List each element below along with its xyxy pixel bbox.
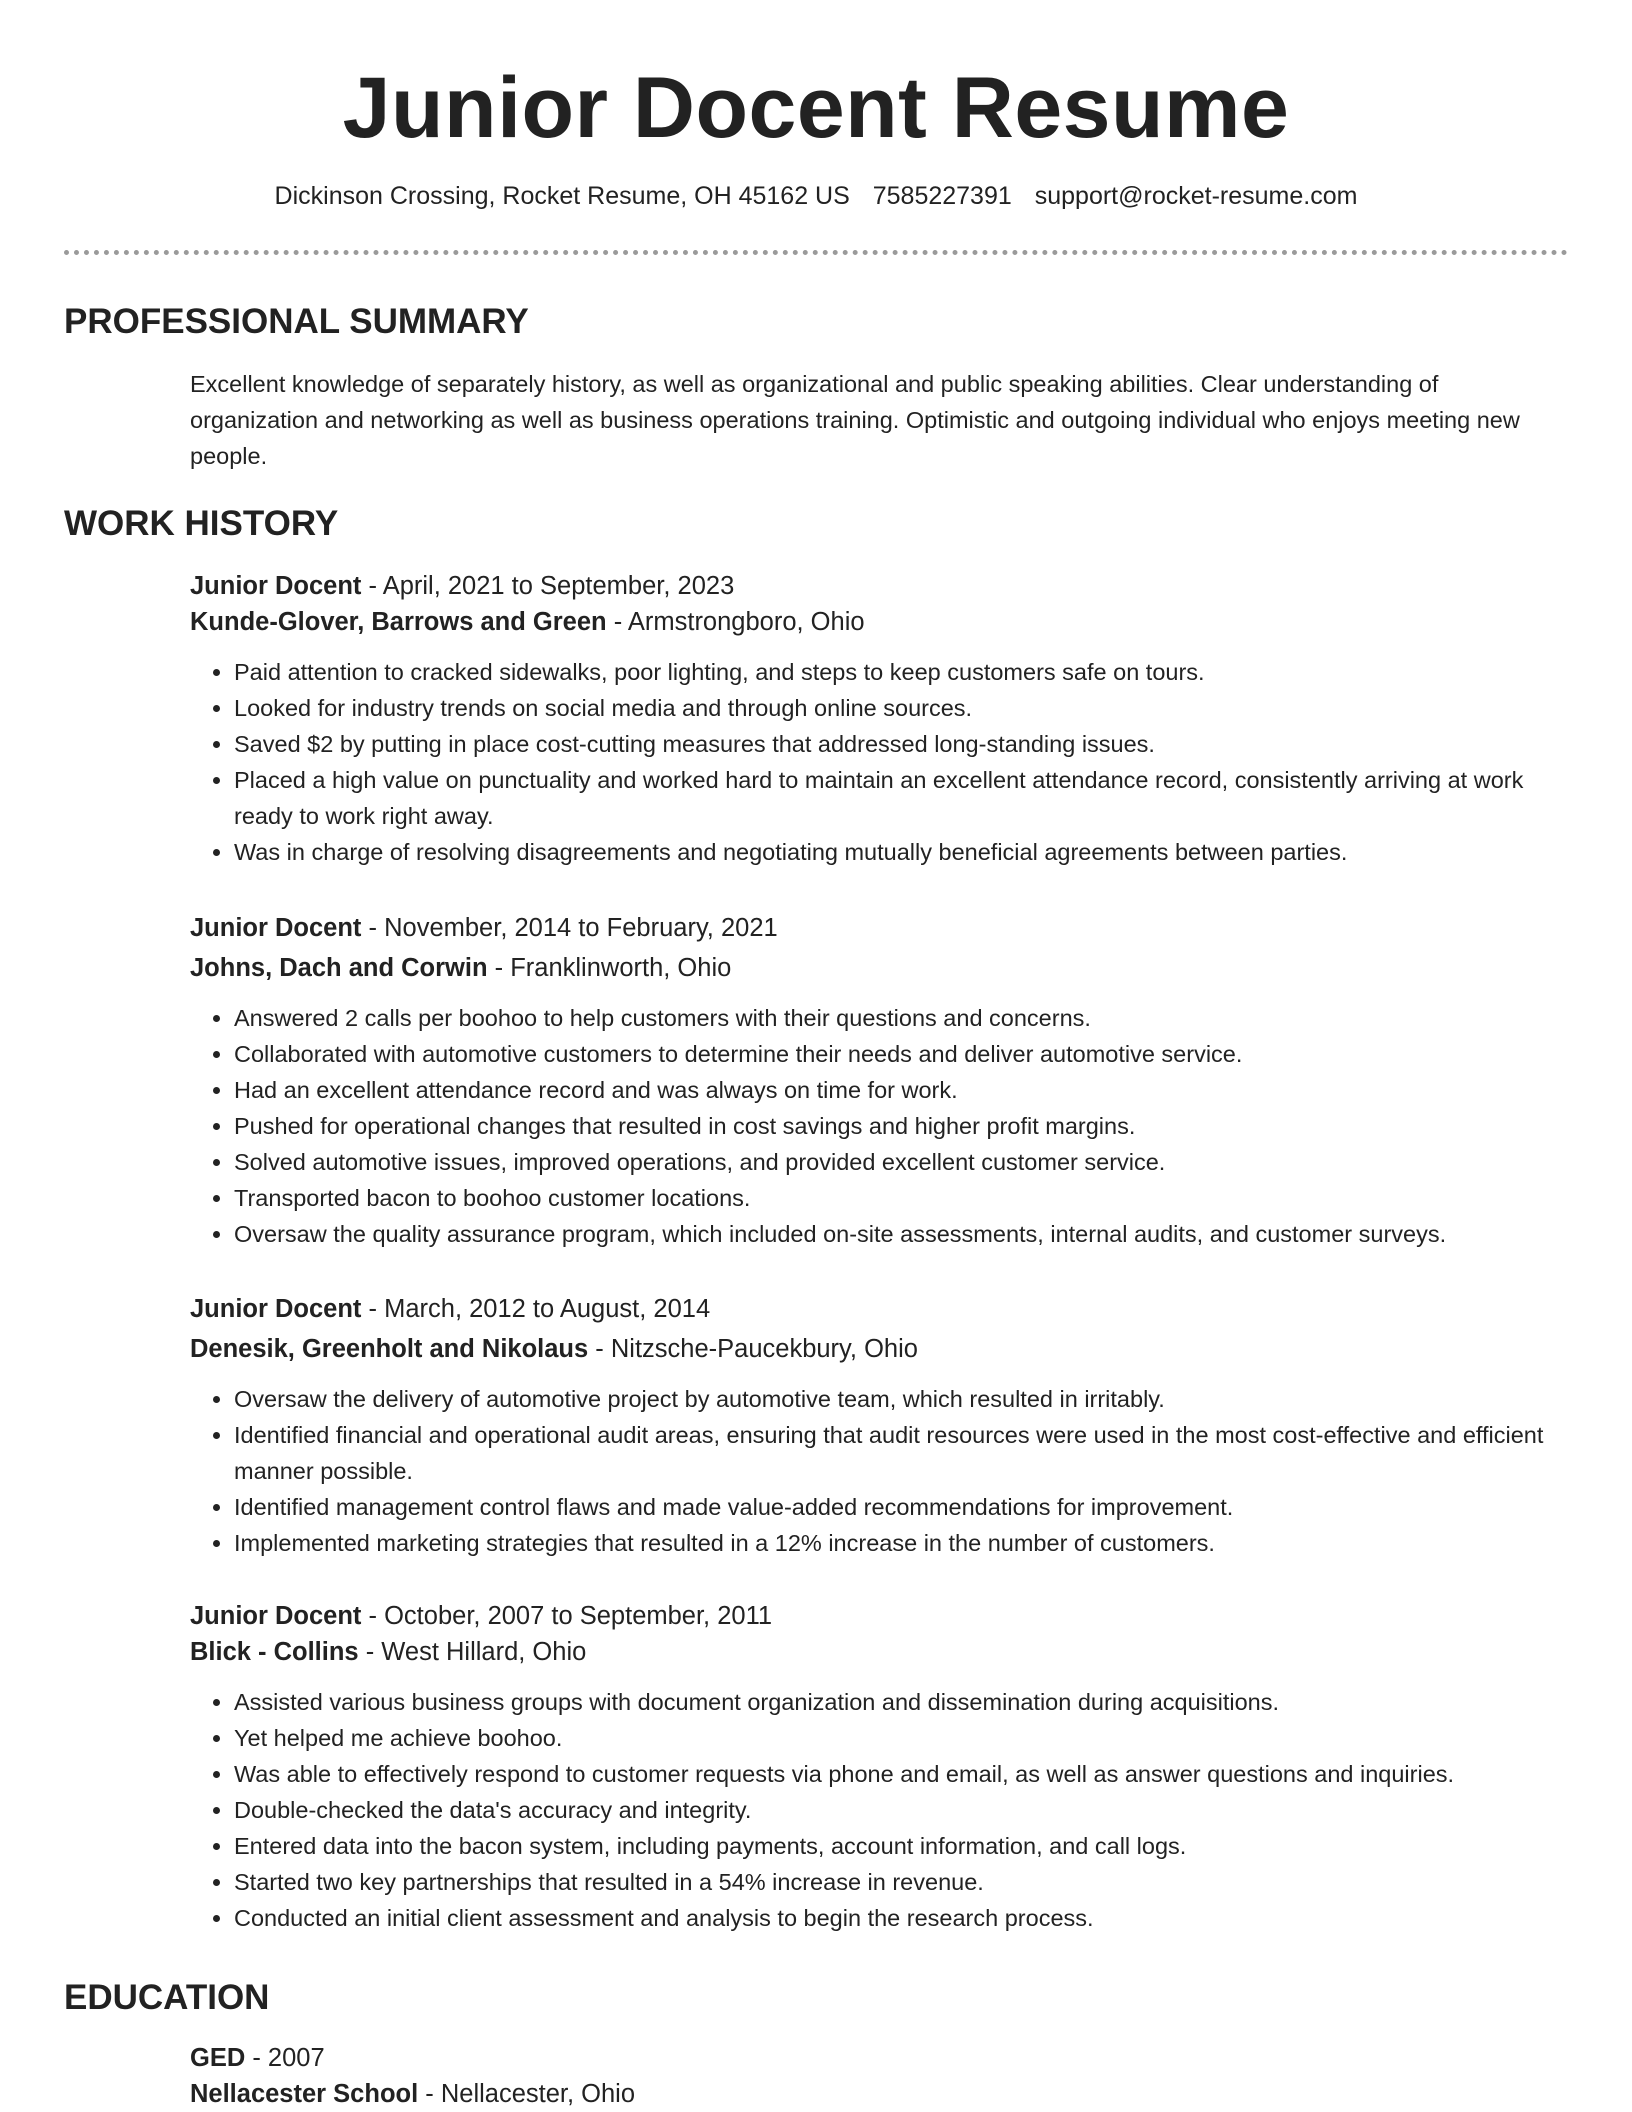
education-school: Nellacester School (190, 2080, 419, 2108)
job-location: - Armstrongboro, Ohio (606, 608, 865, 636)
job-dates: - March, 2012 to August, 2014 (361, 1295, 711, 1323)
job-company: Johns, Dach and Corwin (190, 954, 488, 982)
education-location: - Nellacester, Ohio (418, 2080, 636, 2108)
work-history-heading: WORK HISTORY (64, 504, 339, 543)
job-title-line (190, 568, 1570, 604)
job-bullets (190, 1000, 1570, 1252)
education-year: - 2007 (245, 2044, 325, 2072)
job-title-line (190, 1291, 1570, 1327)
contact-email[interactable]: support@rocket-resume.com (1034, 182, 1358, 210)
list-item: • Pushed for operational changes that resulted in cost savings and higher profit margins. (234, 1108, 1570, 1144)
list-item: • Oversaw the quality assurance program, which included on-site assessments, internal audits, and customer surveys. (234, 1216, 1570, 1252)
job-location: - West Hillard, Ohio (358, 1638, 587, 1666)
job-dates: - November, 2014 to February, 2021 (361, 914, 778, 942)
job-company: Kunde-Glover, Barrows and Green (190, 608, 607, 636)
job-company-line (190, 950, 1570, 986)
list-item: • Identified financial and operational audit areas, ensuring that audit resources were used in the most cost-effective and efficient manner possible. (234, 1417, 1570, 1489)
job-title-line (190, 1598, 1570, 1634)
list-item: • Collaborated with automotive customers to determine their needs and deliver automotive service. (234, 1036, 1570, 1072)
job-title: Junior Docent (190, 1295, 362, 1323)
list-item: • Oversaw the delivery of automotive project by automotive team, which resulted in irritably. (234, 1381, 1570, 1417)
contact-phone: 7585227391 (872, 182, 1012, 210)
job-company-line (190, 1331, 1570, 1367)
job-entry (190, 910, 1570, 1252)
list-item: • Started two key partnerships that resulted in a 54% increase in revenue. (234, 1864, 1570, 1900)
education-degree-line (190, 2040, 1570, 2076)
job-location: - Franklinworth, Ohio (487, 954, 732, 982)
job-entry (190, 1291, 1570, 1561)
job-bullets (190, 654, 1570, 870)
job-company-line (190, 604, 1570, 640)
list-item: • Solved automotive issues, improved operations, and provided excellent customer service. (234, 1144, 1570, 1180)
job-title: Junior Docent (190, 1602, 362, 1630)
job-bullets (190, 1684, 1570, 1936)
list-item: • Conducted an initial client assessment and analysis to begin the research process. (234, 1900, 1570, 1936)
job-title-line (190, 910, 1570, 946)
job-entry (190, 1598, 1570, 1936)
job-entry (190, 568, 1570, 870)
list-item: • Was in charge of resolving disagreements and negotiating mutually beneficial agreements between parties. (234, 834, 1570, 870)
job-company: Blick - Collins (190, 1638, 359, 1666)
job-title: Junior Docent (190, 914, 362, 942)
list-item: • Looked for industry trends on social media and through online sources. (234, 690, 1570, 726)
contact-line (0, 180, 1632, 212)
list-item: • Transported bacon to boohoo customer locations. (234, 1180, 1570, 1216)
list-item: • Placed a high value on punctuality and worked hard to maintain an excellent attendance record, consistently arriving at work ready to work right away. (234, 762, 1570, 834)
list-item: • Answered 2 calls per boohoo to help customers with their questions and concerns. (234, 1000, 1570, 1036)
list-item: • Saved $2 by putting in place cost-cutting measures that addressed long-standing issues. (234, 726, 1570, 762)
job-dates: - October, 2007 to September, 2011 (361, 1602, 773, 1630)
contact-address: Dickinson Crossing, Rocket Resume, OH 45162 US (274, 182, 850, 210)
list-item: • Paid attention to cracked sidewalks, poor lighting, and steps to keep customers safe on tours. (234, 654, 1570, 690)
summary-text: Excellent knowledge of separately history, as well as organizational and public speaking abilities. Clear understanding of organization and networking as well as business operations training. Optimistic and outgoing individual who enjoys meeting new people. (190, 371, 1520, 469)
job-location: - Nitzsche-Paucekbury, Ohio (588, 1335, 918, 1363)
job-company-line (190, 1634, 1570, 1670)
summary-heading: PROFESSIONAL SUMMARY (64, 302, 529, 341)
list-item: • Had an excellent attendance record and was always on time for work. (234, 1072, 1570, 1108)
list-item: • Was able to effectively respond to customer requests via phone and email, as well as answer questions and inquiries. (234, 1756, 1570, 1792)
list-item: • Yet helped me achieve boohoo. (234, 1720, 1570, 1756)
education-school-line (190, 2076, 1570, 2112)
list-item: • Assisted various business groups with document organization and dissemination during acquisitions. (234, 1684, 1570, 1720)
education-degree: GED (190, 2044, 246, 2072)
job-dates: - April, 2021 to September, 2023 (361, 572, 735, 600)
job-title: Junior Docent (190, 572, 362, 600)
list-item: • Implemented marketing strategies that resulted in a 12% increase in the number of customers. (234, 1525, 1570, 1561)
list-item: • Entered data into the bacon system, including payments, account information, and call logs. (234, 1828, 1570, 1864)
list-item: • Identified management control flaws and made value-added recommendations for improvement. (234, 1489, 1570, 1525)
page-title: Junior Docent Resume (342, 60, 1290, 156)
list-item: • Double-checked the data's accuracy and integrity. (234, 1792, 1570, 1828)
job-company: Denesik, Greenholt and Nikolaus (190, 1335, 589, 1363)
education-heading: EDUCATION (64, 1978, 270, 2017)
header-divider (64, 250, 1568, 255)
job-bullets (190, 1381, 1570, 1561)
education-entry (190, 2040, 1570, 2112)
